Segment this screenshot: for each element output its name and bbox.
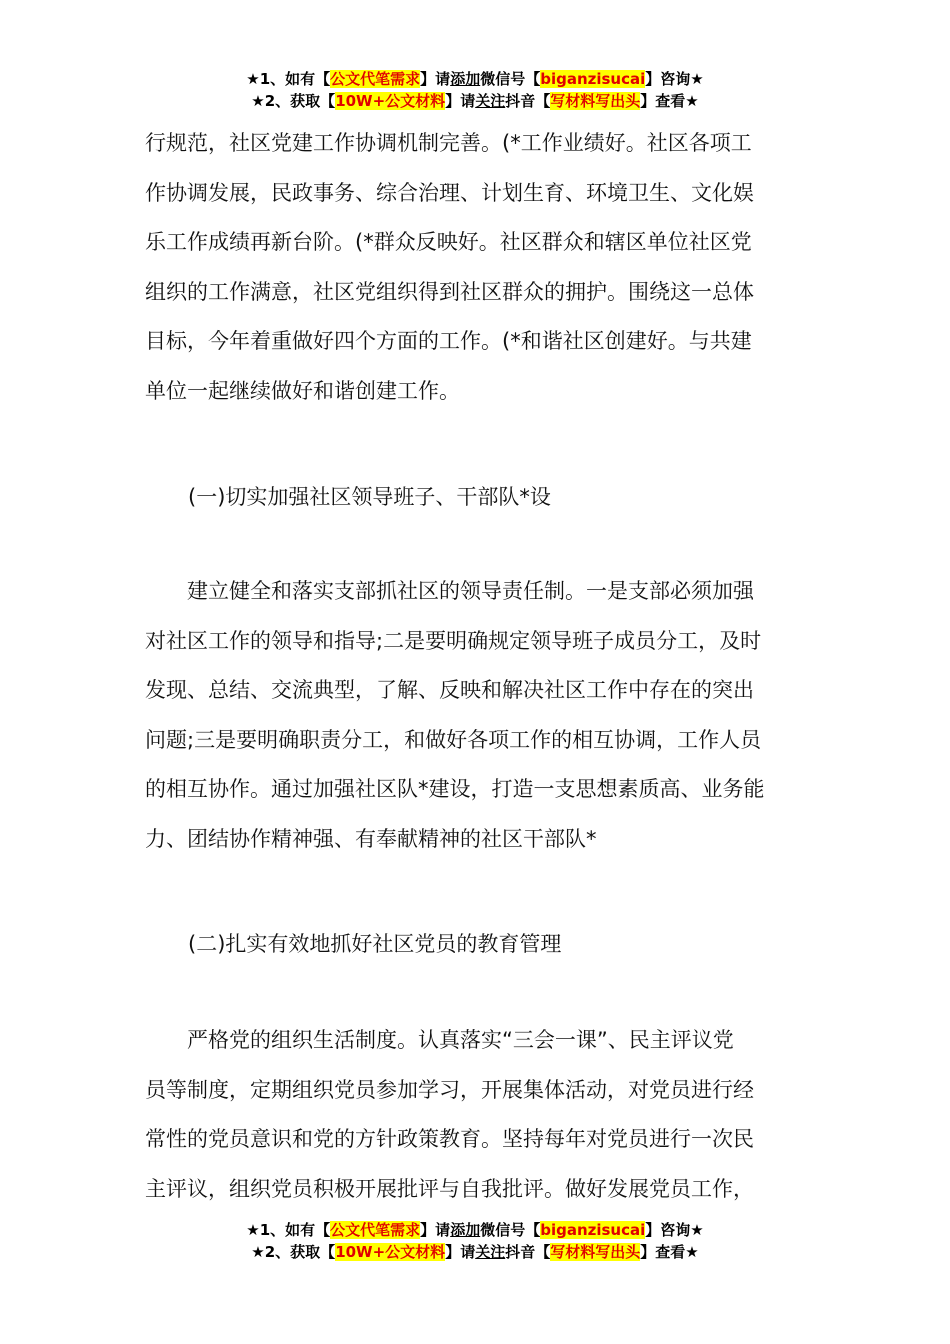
paragraph-line: 目标，今年着重做好四个方面的工作。(*和谐社区创建好。与共建 bbox=[145, 329, 752, 353]
banner-line-1 bbox=[0, 1219, 950, 1241]
banner-text: 微信号【 bbox=[480, 70, 541, 88]
banner-text: ★2、获取【 bbox=[251, 1243, 336, 1261]
banner-wechat-id: biganzisucai bbox=[540, 1221, 646, 1239]
paragraph-line: 单位一起继续做好和谐创建工作。 bbox=[145, 378, 460, 403]
paragraph-line: 主评议，组织党员积极开展批评与自我批评。做好发展党员工作， bbox=[145, 1176, 754, 1201]
paragraph-line: 严格党的组织生活制度。认真落实“三会一课”、民主评议党 bbox=[145, 1028, 734, 1052]
banner-text: 】咨询★ bbox=[645, 1221, 704, 1239]
banner-text: 】请 bbox=[445, 92, 476, 110]
paragraph-line: 建立健全和落实支部抓社区的领导责任制。一是支部必须加强 bbox=[145, 579, 754, 603]
paragraph-2 bbox=[145, 567, 810, 864]
banner-line-2 bbox=[0, 90, 950, 112]
section-heading-1: (一)切实加强社区领导班子、干部队*设 bbox=[188, 485, 551, 509]
banner-underlined: 关注 bbox=[475, 1243, 506, 1261]
banner-text: ★1、如有【 bbox=[246, 1221, 331, 1239]
banner-text: ★2、获取【 bbox=[251, 92, 336, 110]
banner-line-1 bbox=[0, 68, 950, 90]
banner-text: 抖音【 bbox=[505, 92, 551, 110]
paragraph-line: 员等制度，定期组织党员参加学习，开展集体活动，对党员进行经 bbox=[145, 1077, 754, 1102]
banner-text: 】咨询★ bbox=[645, 70, 704, 88]
banner-underlined: 添加 bbox=[450, 70, 481, 88]
banner-text: 】查看★ bbox=[640, 92, 699, 110]
paragraph-line: 发现、总结、交流典型，了解、反映和解决社区工作中存在的突出 bbox=[145, 678, 754, 702]
banner-text: ★1、如有【 bbox=[246, 70, 331, 88]
banner-underlined: 关注 bbox=[475, 92, 506, 110]
paragraph-line: 力、团结协作精神强、有奉献精神的社区干部队* bbox=[145, 826, 597, 851]
section-heading-2: (二)扎实有效地抓好社区党员的教育管理 bbox=[188, 932, 562, 956]
paragraph-1 bbox=[145, 119, 810, 416]
banner-text: 】查看★ bbox=[640, 1243, 699, 1261]
banner-douyin-id: 写材料写出头 bbox=[550, 92, 641, 110]
paragraph-line: 作协调发展，民政事务、综合治理、计划生育、环境卫生、文化娱 bbox=[145, 180, 754, 205]
banner-wechat-id: biganzisucai bbox=[540, 70, 646, 88]
paragraph-line: 问题;三是要明确职责分工，和做好各项工作的相互协调，工作人员 bbox=[145, 727, 762, 752]
paragraph-line: 乐工作成绩再新台阶。(*群众反映好。社区群众和辖区单位社区党 bbox=[145, 230, 752, 254]
banner-highlight: 公文代笔需求 bbox=[330, 1221, 421, 1239]
banner-highlight: 10W+公文材料 bbox=[335, 92, 446, 110]
banner-text: 】请 bbox=[420, 70, 451, 88]
bottom-banner bbox=[0, 1219, 950, 1263]
banner-highlight: 10W+公文材料 bbox=[335, 1243, 446, 1261]
banner-text: 抖音【 bbox=[505, 1243, 551, 1261]
banner-text: 】请 bbox=[420, 1221, 451, 1239]
top-banner bbox=[0, 68, 950, 112]
paragraph-line: 组织的工作满意，社区党组织得到社区群众的拥护。围绕这一总体 bbox=[145, 279, 754, 304]
banner-highlight: 公文代笔需求 bbox=[330, 70, 421, 88]
banner-text: 】请 bbox=[445, 1243, 476, 1261]
paragraph-line: 对社区工作的领导和指导;二是要明确规定领导班子成员分工，及时 bbox=[145, 628, 762, 653]
banner-underlined: 添加 bbox=[450, 1221, 481, 1239]
paragraph-3 bbox=[145, 1016, 810, 1214]
banner-douyin-id: 写材料写出头 bbox=[550, 1243, 641, 1261]
paragraph-line: 的相互协作。通过加强社区队*建设，打造一支思想素质高、业务能 bbox=[145, 777, 765, 801]
banner-line-2 bbox=[0, 1241, 950, 1263]
paragraph-line: 常性的党员意识和党的方针政策教育。坚持每年对党员进行一次民 bbox=[145, 1127, 754, 1151]
paragraph-line: 行规范，社区党建工作协调机制完善。(*工作业绩好。社区各项工 bbox=[145, 131, 752, 155]
banner-text: 微信号【 bbox=[480, 1221, 541, 1239]
